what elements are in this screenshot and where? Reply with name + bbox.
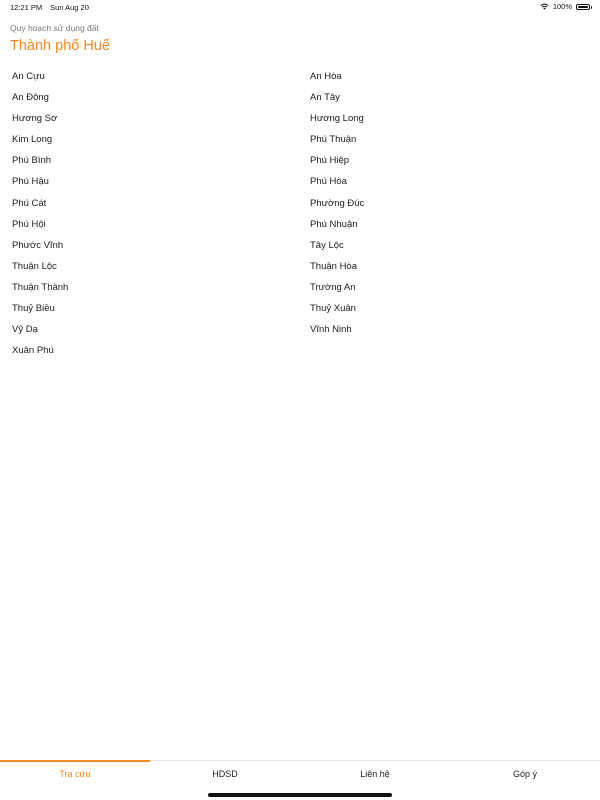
ward-item[interactable]: Hương Long (310, 113, 364, 125)
ward-item[interactable]: Thuận Hòa (310, 260, 358, 272)
ward-item[interactable]: Thuận Thành (12, 281, 69, 293)
battery-percent: 100% (552, 2, 572, 11)
status-right (540, 2, 590, 11)
tab-gop-y[interactable]: Góp ý (512, 769, 537, 779)
ward-item[interactable]: Phường Đúc (310, 197, 365, 209)
ward-item[interactable]: Phú Bình (12, 155, 52, 167)
ward-item[interactable]: Thuận Lộc (12, 260, 57, 272)
ward-list-right (310, 66, 364, 340)
ward-item[interactable]: Phú Hiệp (310, 155, 350, 167)
ward-item[interactable]: Tây Lộc (310, 239, 344, 251)
battery-fill (578, 6, 588, 8)
status-date: Sun Aug 20 (50, 3, 89, 12)
ward-item[interactable]: An Cựu (12, 71, 45, 82)
page-title: Thành phố Huế (10, 38, 110, 54)
ward-item[interactable]: Phước Vĩnh (12, 239, 64, 251)
battery-icon (576, 4, 590, 10)
ward-item[interactable]: Trường An (310, 281, 356, 293)
ward-item[interactable]: Phú Nhuận (310, 218, 358, 230)
ward-item[interactable]: Phú Hậu (12, 176, 49, 188)
ward-item[interactable]: An Tây (310, 92, 340, 104)
ward-list-left (12, 66, 68, 361)
page-subtitle: Quy hoạch sử dụng đất (10, 23, 99, 33)
ward-item[interactable]: Phú Hòa (310, 176, 347, 188)
ward-item[interactable]: Vỹ Dạ (12, 324, 38, 336)
ward-item[interactable]: Phú Cát (12, 197, 47, 209)
tab-tra-cuu[interactable]: Tra cứu (0, 761, 150, 800)
status-left (10, 3, 89, 12)
tab-lien-he[interactable]: Liên hệ (360, 769, 390, 779)
ward-item[interactable]: Thuỷ Xuân (310, 303, 356, 315)
tab-hdsd[interactable]: HDSD (212, 769, 238, 779)
ward-item[interactable]: Hương Sơ (12, 113, 58, 125)
ward-item[interactable]: Phú Hội (12, 218, 46, 230)
status-bar (0, 0, 600, 14)
ward-item[interactable]: An Đông (12, 92, 49, 104)
ward-item[interactable]: Xuân Phú (12, 345, 54, 357)
ward-item[interactable]: Phú Thuận (310, 134, 357, 146)
status-time: 12:21 PM (10, 3, 43, 12)
ward-item[interactable]: An Hòa (310, 71, 342, 82)
ward-item[interactable]: Kim Long (12, 134, 53, 146)
wifi-icon (540, 3, 549, 10)
ward-item[interactable]: Vĩnh Ninh (310, 324, 352, 336)
home-indicator (208, 793, 392, 797)
ward-item[interactable]: Thuỷ Biều (12, 303, 55, 315)
